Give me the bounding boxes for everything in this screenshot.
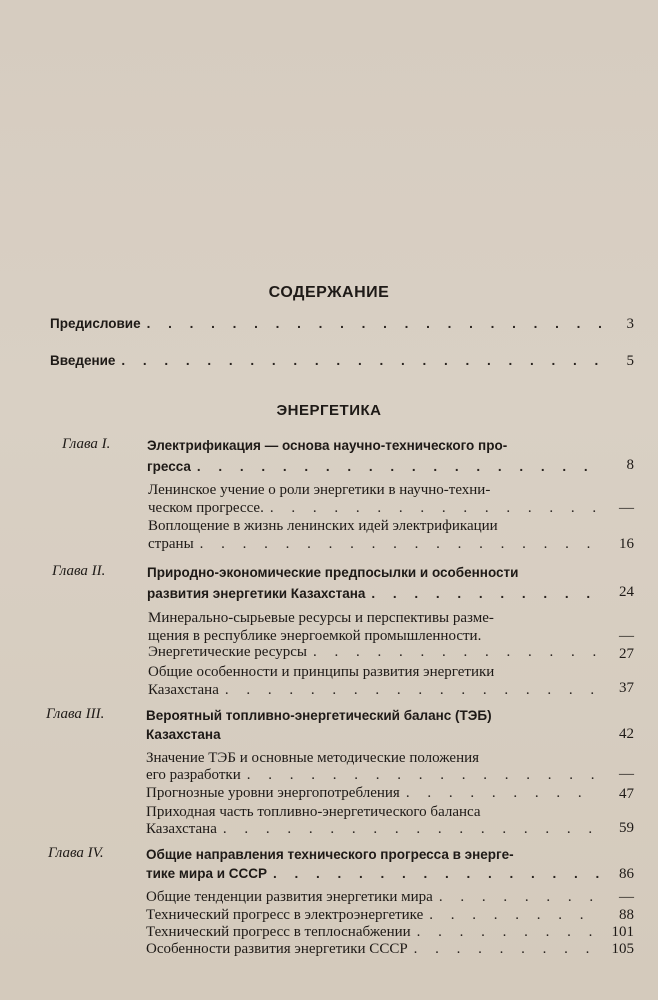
toc-subentry-line: Воплощение в жизнь ленинских идей электрификации <box>148 518 498 534</box>
entry-label: Введение <box>50 353 116 368</box>
chapter-title-line: тике мира и СССР . . . <box>146 866 606 881</box>
toc-subentry-line: ческом прогрессе. . . . <box>148 500 608 517</box>
toc-subentry-line: Казахстана . . . <box>146 821 606 838</box>
chapter-title-line: Природно-экономические предпосылки и особенности <box>147 565 519 580</box>
page-number: — <box>619 628 634 644</box>
toc-subentry-line: Особенности развития энергетики СССР . . . <box>146 941 606 958</box>
toc-subentry-line: Общие особенности и принципы развития энергетики <box>148 664 495 680</box>
toc-subentry-line: страны . . . <box>148 536 608 553</box>
chapter-title-line: Вероятный топливно-энергетический баланс (ТЭБ) <box>146 708 492 723</box>
toc-subentry-line: Приходная часть топливно-энергетического баланса <box>146 804 481 820</box>
chapter-label: Глава II. <box>52 563 106 579</box>
chapter-title-line: гресса . . . <box>147 459 607 474</box>
toc-subentry-line: Ленинское учение о роли энергетики в научно-техни- <box>148 482 491 498</box>
page-number: 37 <box>619 680 634 696</box>
page-number: 24 <box>619 584 634 600</box>
chapter-label: Глава I. <box>62 436 111 452</box>
page-number: 42 <box>619 726 634 742</box>
toc-entry-preface <box>50 316 612 331</box>
chapter-label: Глава III. <box>46 706 105 722</box>
page-number: 88 <box>619 907 634 923</box>
section-heading: ЭНЕРГЕТИКА <box>276 402 382 419</box>
chapter-title-line: Общие направления технического прогресса в энерге- <box>146 847 514 862</box>
page-number: 16 <box>619 536 634 552</box>
chapter-title-line: развития энергетики Казахстана . . . <box>147 586 607 601</box>
toc-subentry-line: Энергетические ресурсы . . . <box>148 644 608 661</box>
page-number: 8 <box>626 457 634 473</box>
toc-subentry-line: Значение ТЭБ и основные методические положения <box>146 750 480 766</box>
page-number: — <box>619 889 634 905</box>
page-number: 3 <box>626 316 634 332</box>
page-number: 5 <box>626 353 634 369</box>
toc-entry-introduction <box>50 353 612 368</box>
toc-subentry-line: его разработки . . . <box>146 767 606 784</box>
entry-label: Предисловие <box>50 316 141 331</box>
chapter-label: Глава IV. <box>48 845 104 861</box>
chapter-title-line: Электрификация — основа научно-технического про- <box>147 438 508 453</box>
page-number: 86 <box>619 866 634 882</box>
page-number: — <box>619 766 634 782</box>
page-number: 47 <box>619 786 634 802</box>
chapter-title-line: Казахстана <box>146 727 221 742</box>
page-number: 101 <box>611 924 634 940</box>
toc-subentry-line: щения в республике энергоемкой промышленности. <box>148 628 482 644</box>
toc-subentry-line: Минерально-сырьевые ресурсы и перспективы разме- <box>148 610 494 626</box>
toc-subentry-line: Казахстана . . . <box>148 682 608 699</box>
page-number: — <box>619 500 634 516</box>
page-number: 105 <box>611 941 634 957</box>
toc-title: СОДЕРЖАНИЕ <box>268 284 390 301</box>
toc-subentry-line: Общие тенденции развития энергетики мира . . . <box>146 889 606 906</box>
toc-subentry-line: Прогнозные уровни энергопотребления . . . <box>146 785 606 802</box>
page-number: 27 <box>619 646 634 662</box>
toc-subentry-line: Технический прогресс в теплоснабжении . . . <box>146 924 606 941</box>
page-number: 59 <box>619 820 634 836</box>
toc-subentry-line: Технический прогресс в электроэнергетике . . . <box>146 907 606 924</box>
